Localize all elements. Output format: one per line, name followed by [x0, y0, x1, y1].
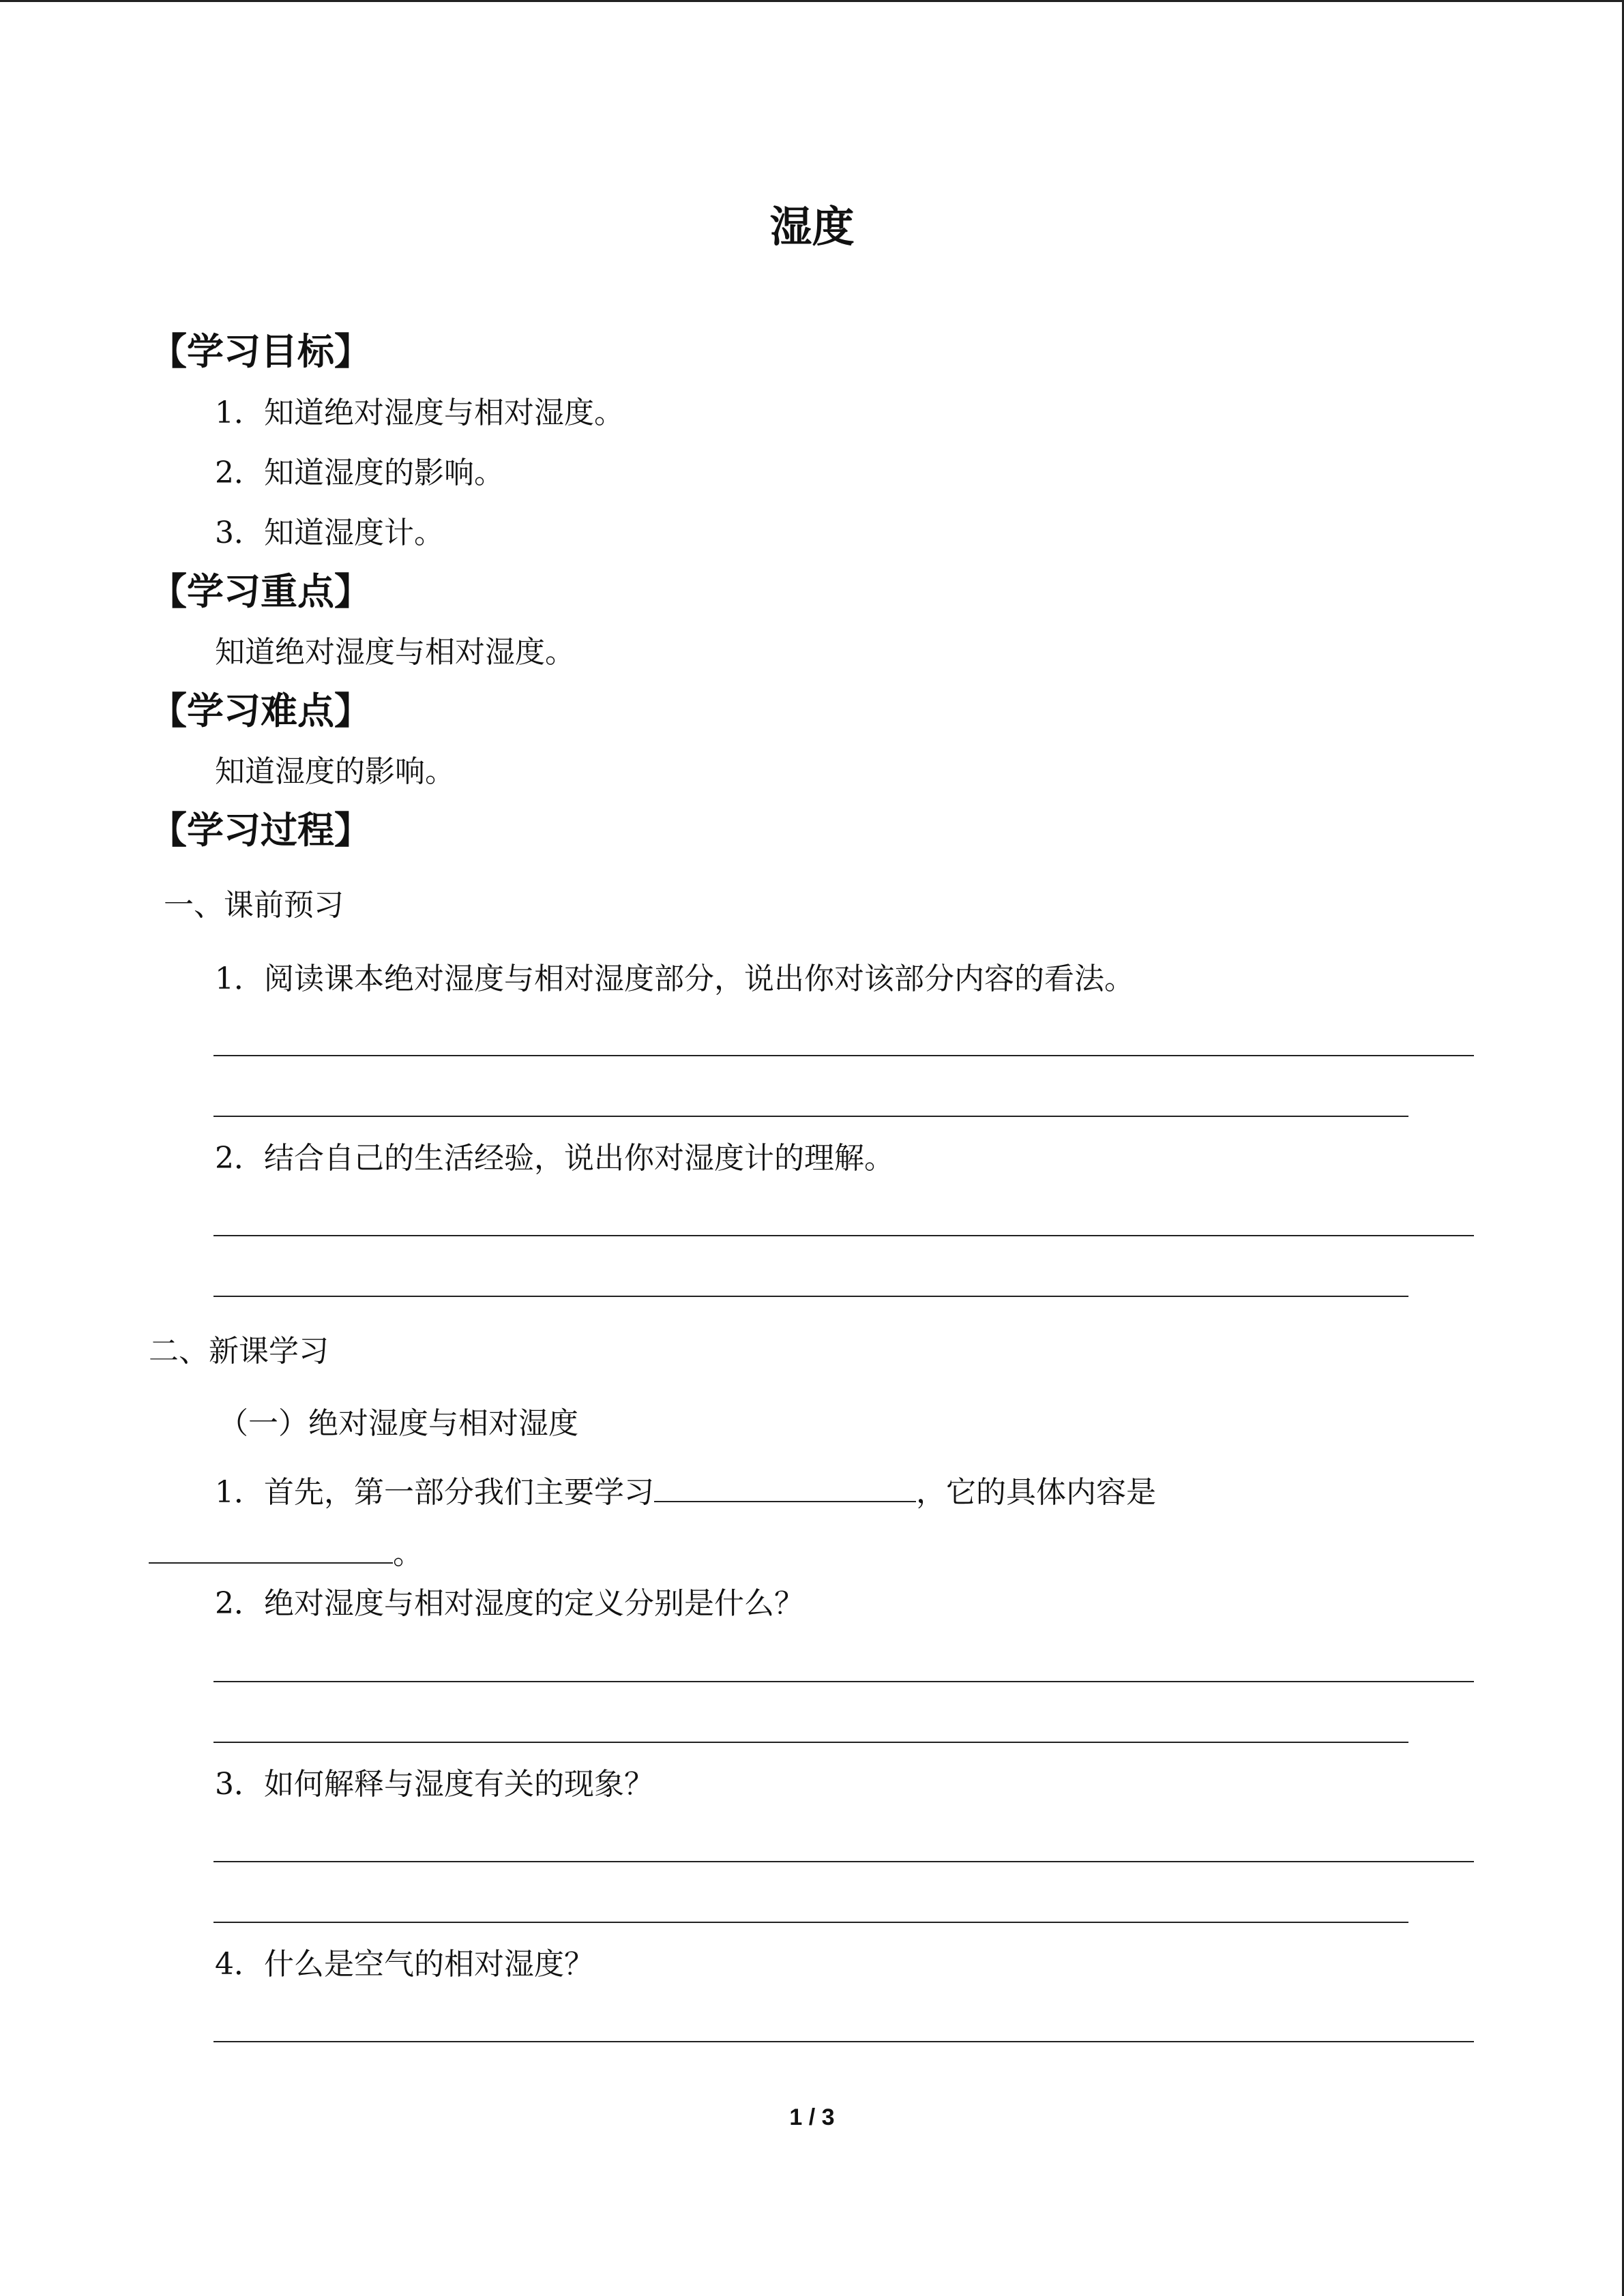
answer-line[interactable]	[213, 1296, 1408, 1297]
new-lesson-question-1-continuation	[149, 1532, 423, 1569]
key-points-text: 知道绝对湿度与相对湿度。	[215, 635, 575, 670]
preview-heading: 一、课前预习	[164, 888, 344, 923]
preview-question-1: 1．阅读课本绝对湿度与相对湿度部分，说出你对该部分内容的看法。	[215, 961, 1134, 996]
answer-line[interactable]	[213, 1116, 1408, 1117]
section-heading-process: 【学习过程】	[150, 808, 371, 852]
question-1-end: 。	[393, 1536, 423, 1571]
new-lesson-heading: 二、新课学习	[149, 1334, 329, 1369]
section-heading-key-points: 【学习重点】	[150, 569, 371, 613]
answer-line[interactable]	[213, 2041, 1474, 2042]
document-title: 湿度	[769, 202, 855, 252]
new-lesson-question-3: 3．如何解释与湿度有关的现象？	[215, 1767, 654, 1802]
new-lesson-question-4: 4．什么是空气的相对湿度？	[215, 1947, 594, 1982]
question-1-part-a: 1．首先，第一部分我们主要学习	[215, 1475, 654, 1510]
fill-in-blank[interactable]	[654, 1471, 916, 1502]
answer-line[interactable]	[213, 1681, 1474, 1682]
section-heading-objectives: 【学习目标】	[150, 329, 371, 373]
question-1-part-b: ，它的具体内容是	[916, 1475, 1156, 1510]
objective-item-1: 1．知道绝对湿度与相对湿度。	[215, 396, 624, 430]
new-lesson-question-1	[215, 1471, 1156, 1508]
answer-line[interactable]	[213, 1235, 1474, 1236]
answer-line[interactable]	[213, 1861, 1474, 1862]
new-lesson-question-2: 2．绝对湿度与相对湿度的定义分别是什么？	[215, 1586, 804, 1621]
preview-question-2: 2．结合自己的生活经验，说出你对湿度计的理解。	[215, 1141, 894, 1176]
fill-in-blank[interactable]	[149, 1532, 393, 1564]
objective-item-2: 2．知道湿度的影响。	[215, 456, 504, 490]
objective-item-3: 3．知道湿度计。	[215, 516, 444, 550]
answer-line[interactable]	[213, 1922, 1408, 1923]
page-top-border	[0, 0, 1624, 2]
difficulties-text: 知道湿度的影响。	[215, 754, 455, 789]
new-lesson-subheading: （一）绝对湿度与相对湿度	[218, 1406, 578, 1441]
page-number: 1 / 3	[789, 2104, 835, 2130]
answer-line[interactable]	[213, 1742, 1408, 1743]
answer-line[interactable]	[213, 1055, 1474, 1056]
section-heading-difficulties: 【学习难点】	[150, 689, 371, 732]
